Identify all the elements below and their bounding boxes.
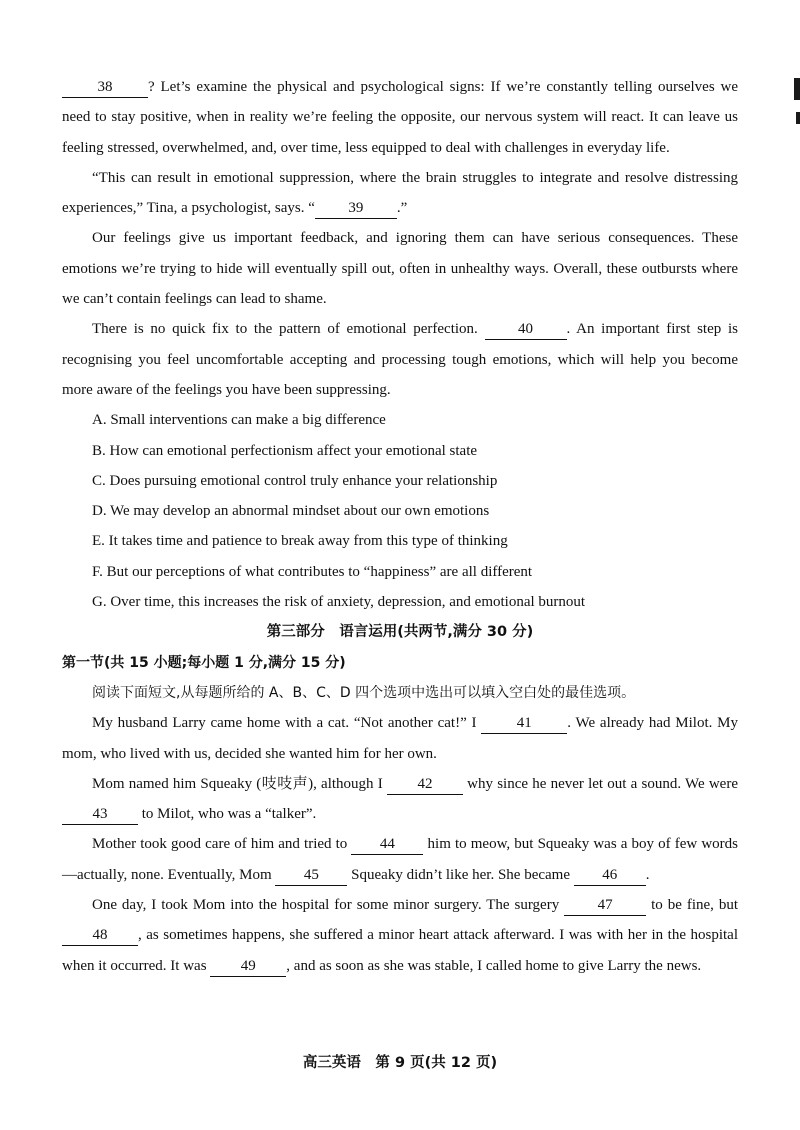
answer-blank-39[interactable]: 39 [315, 198, 397, 219]
option-e: E. It takes time and patience to break away from this type of thinking [92, 533, 508, 550]
section-3-instruction: 阅读下面短文,从每题所给的 A、B、C、D 四个选项中选出可以填入空白处的最佳选项。 [92, 684, 636, 701]
passage1-paragraph-2: “This can result in emotional suppression, where the brain struggles to integrate and resolve distressing experiences,” Tina, a psychologist, says. “ 39 .” [62, 163, 738, 224]
answer-blank-43[interactable]: 43 [62, 804, 138, 825]
answer-blank-45[interactable]: 45 [275, 865, 347, 886]
scan-edge-mark [794, 78, 800, 100]
answer-blank-40[interactable]: 40 [485, 319, 567, 340]
option-g: G. Over time, this increases the risk of anxiety, depression, and emotional burnout [92, 594, 586, 611]
answer-blank-46[interactable]: 46 [574, 865, 646, 886]
answer-blank-48[interactable]: 48 [62, 925, 138, 946]
answer-blank-38[interactable]: 38 [62, 77, 148, 98]
answer-blank-42[interactable]: 42 [387, 774, 463, 795]
answer-blank-47[interactable]: 47 [564, 895, 646, 916]
section-3-subtitle: 第一节(共 15 小题;每小题 1 分,满分 15 分) [62, 654, 346, 671]
passage1-paragraph-1: 38 ? Let’s examine the physical and psychological signs: If we’re constantly telling ourselves we need to stay positive, when in reality we’re feeling the opposite, our nervous system will react. It can leave us feeling stressed, overwhelmed, and, over time, less equipped to deal with challenges in everyday life. [62, 79, 738, 156]
option-c: C. Does pursuing emotional control truly enhance your relationship [92, 472, 498, 489]
passage1-paragraph-4: There is no quick fix to the pattern of emotional perfection. 40 . An important first step is recognising you feel uncomfortable accepting and processing tough emotions, which will help you become more aware of the feelings you have been suppressing. [62, 321, 738, 398]
option-d: D. We may develop an abnormal mindset about our own emotions [92, 503, 490, 520]
answer-blank-44[interactable]: 44 [351, 834, 423, 855]
option-a: A. Small interventions can make a big difference [92, 412, 386, 429]
passage2-paragraph-1: My husband Larry came home with a cat. “Not another cat!” I 41 . We already had Milot. My mom, who lived with us, decided she wanted him for her own. [62, 715, 738, 762]
section-3-title: 第三部分 语言运用(共两节,满分 30 分) [266, 624, 534, 641]
page-footer: 高三英语 第 9 页(共 12 页) [302, 1055, 498, 1071]
option-b: B. How can emotional perfectionism affect your emotional state [92, 442, 478, 459]
answer-blank-49[interactable]: 49 [210, 956, 286, 977]
option-f: F. But our perceptions of what contributes to “happiness” are all different [92, 563, 533, 580]
passage2-paragraph-4: One day, I took Mom into the hospital for some minor surgery. The surgery 47 to be fine, but 48 , as sometimes happens, she suffered a minor heart attack afterward. I was with her in the hospital when it occurred. It was 49 , and as soon as she was stable, I called home to give Larry the news. [62, 890, 738, 981]
passage2-paragraph-3: Mother took good care of him and tried to 44 him to meow, but Squeaky was a boy of few words—actually, none. Eventually, Mom 45 Squeaky didn’t like her. She became 46 . [62, 829, 738, 890]
scan-edge-mark [796, 112, 800, 124]
passage2-paragraph-2: Mom named him Squeaky (吱吱声), although I 42 why since he never let out a sound. We were 43 to Milot, who was a “talker”. [62, 769, 738, 830]
passage1-paragraph-3: Our feelings give us important feedback, and ignoring them can have serious consequences. These emotions we’re trying to hide will eventually spill out, often in unhealthy ways. Overall, these outbursts where we can’t contain feelings can lead to shame. [62, 230, 738, 308]
options-list [62, 405, 738, 617]
answer-blank-41[interactable]: 41 [481, 713, 567, 734]
